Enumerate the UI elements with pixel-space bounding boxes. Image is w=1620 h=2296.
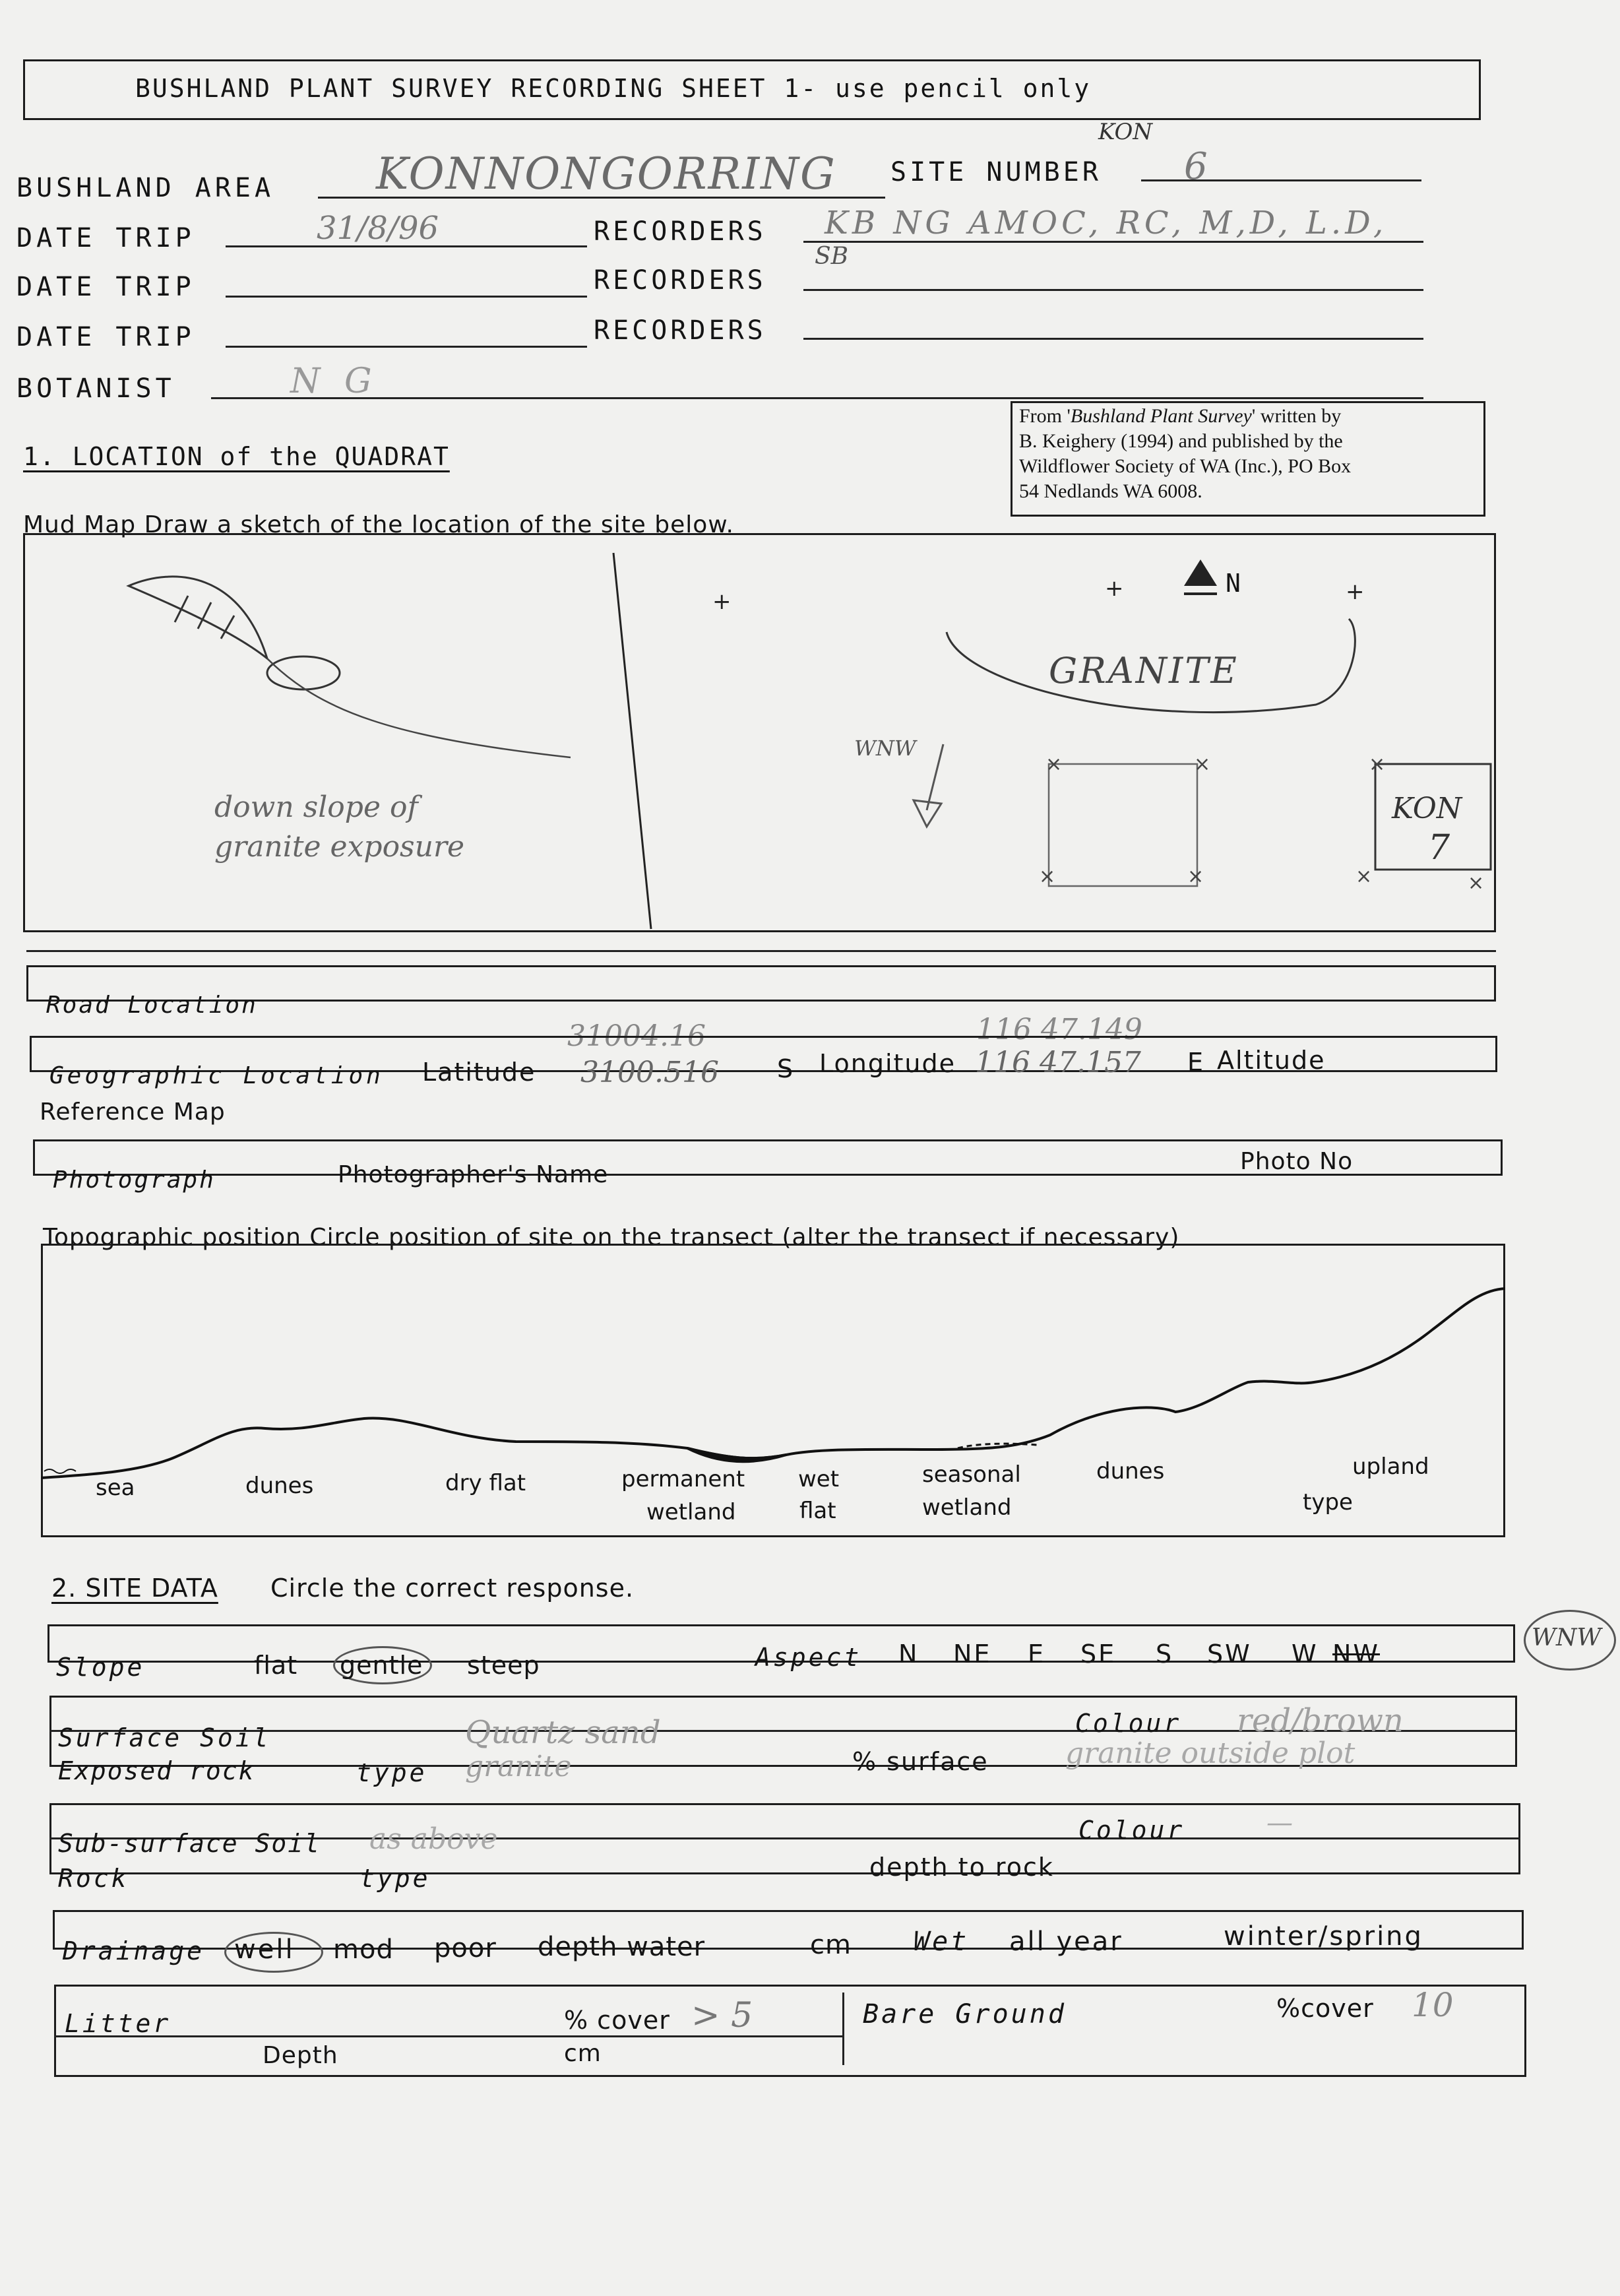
svg-text:+: + bbox=[1346, 579, 1365, 605]
recorders-extra-1: SB bbox=[815, 243, 849, 270]
date-trip-label-3: DATE TRIP bbox=[16, 322, 195, 352]
litter-divider-horizontal bbox=[54, 2035, 844, 2037]
geo-location-label: Geographic Location bbox=[49, 1062, 384, 1089]
date-trip-label-1: DATE TRIP bbox=[16, 223, 195, 253]
photo-no-label: Photo No bbox=[1240, 1148, 1354, 1175]
transect-flat: flat bbox=[799, 1498, 836, 1524]
longitude-e-label: E bbox=[1187, 1048, 1206, 1077]
longitude-label: Longitude bbox=[819, 1049, 956, 1078]
recorders-label-1: RECORDERS bbox=[594, 216, 766, 247]
date-trip-label-2: DATE TRIP bbox=[16, 272, 195, 302]
transect-wetland-1: wetland bbox=[646, 1499, 736, 1525]
topographic-label: Topographic position Circle position of site on the transect (alter the transect if necessary) bbox=[43, 1224, 1180, 1251]
sea-waves bbox=[44, 1469, 76, 1473]
aspect-nw[interactable]: NW bbox=[1332, 1640, 1380, 1669]
transect-dunes-2: dunes bbox=[1096, 1458, 1165, 1484]
aspect-sw[interactable]: SW bbox=[1207, 1640, 1252, 1669]
bare-ground-label: Bare Ground bbox=[863, 1999, 1067, 2029]
exposed-rock-label: Exposed rock bbox=[58, 1756, 255, 1785]
longitude-alt-value: 116 47.149 bbox=[976, 1013, 1142, 1046]
credit-line-4: 54 Nedlands WA 6008. bbox=[1019, 480, 1202, 502]
latitude-s-label: S bbox=[777, 1054, 795, 1083]
surface-soil-value: Quartz sand bbox=[465, 1714, 661, 1751]
drainage-depth-water-label: depth water bbox=[538, 1932, 706, 1962]
rock-type-label: type bbox=[359, 1864, 431, 1893]
latitude-alt-value: 31004.16 bbox=[567, 1019, 706, 1053]
sketch-north-label: N bbox=[1226, 569, 1243, 598]
date-trip-line-2 bbox=[226, 296, 587, 298]
rock-depth-label: depth to rock bbox=[869, 1853, 1054, 1882]
aspect-se[interactable]: SE bbox=[1080, 1640, 1117, 1669]
longitude-value: 116 47.157 bbox=[975, 1046, 1141, 1079]
drainage-label: Drainage bbox=[63, 1936, 205, 1965]
transect-line bbox=[41, 1289, 1505, 1478]
exposed-rock-surface-value: granite outside plot bbox=[1065, 1737, 1355, 1770]
aspect-w[interactable]: W bbox=[1292, 1640, 1319, 1669]
surface-colour-label: Colour bbox=[1075, 1709, 1182, 1738]
svg-text:×: × bbox=[1039, 865, 1056, 888]
transect-upland: upland bbox=[1352, 1453, 1429, 1480]
site-number-line bbox=[1141, 179, 1421, 181]
litter-label: Litter bbox=[65, 2009, 171, 2038]
credit-line-2: B. Keighery (1994) and published by the bbox=[1019, 430, 1343, 452]
recorders-label-3: RECORDERS bbox=[594, 315, 766, 346]
recorders-label-2: RECORDERS bbox=[594, 265, 766, 296]
svg-text:×: × bbox=[1187, 865, 1204, 888]
aspect-ne[interactable]: NE bbox=[953, 1640, 992, 1669]
site-number-label: SITE NUMBER bbox=[890, 157, 1102, 187]
drainage-wet-label: Wet bbox=[914, 1927, 970, 1957]
aspect-s[interactable]: S bbox=[1156, 1640, 1174, 1669]
svg-text:×: × bbox=[1355, 865, 1373, 888]
sketch-left-note-1: down slope of bbox=[214, 790, 418, 824]
photographer-name-label: Photographer's Name bbox=[338, 1161, 609, 1188]
transect-dry-flat: dry flat bbox=[445, 1470, 526, 1496]
latitude-value: 3100.516 bbox=[580, 1056, 719, 1089]
quadrat-6-sketch bbox=[1049, 764, 1197, 886]
recorders-line-3 bbox=[803, 338, 1423, 340]
site-number-value: 6 bbox=[1184, 145, 1208, 188]
drainage-cm-label: cm bbox=[810, 1930, 852, 1960]
litter-divider-vertical bbox=[842, 1993, 844, 2065]
svg-text:×: × bbox=[1045, 753, 1063, 776]
latitude-label: Latitude bbox=[422, 1058, 536, 1087]
svg-text:+: + bbox=[712, 589, 732, 615]
credit-text bbox=[1019, 404, 1351, 504]
photograph-label: Photograph bbox=[53, 1166, 216, 1194]
transect-seasonal: seasonal bbox=[922, 1461, 1021, 1488]
svg-text:×: × bbox=[1369, 753, 1386, 776]
bushland-area-label: BUSHLAND AREA bbox=[16, 173, 275, 203]
date-trip-value-1: 31/8/96 bbox=[317, 210, 439, 247]
transect-permanent: permanent bbox=[621, 1466, 745, 1492]
botanist-label: BOTANIST bbox=[16, 373, 175, 404]
transect-wet: wet bbox=[798, 1466, 840, 1492]
sketch-quadrat-7-line-1: KON bbox=[1392, 792, 1462, 825]
transect-sea: sea bbox=[96, 1475, 135, 1501]
site-ellipse bbox=[267, 656, 340, 689]
subsurface-soil-value: as above bbox=[369, 1822, 498, 1856]
slope-flat[interactable]: flat bbox=[254, 1651, 298, 1680]
svg-text:×: × bbox=[1194, 753, 1211, 776]
site-number-prefix: KON bbox=[1098, 119, 1153, 145]
sketch-direction-label: WNW bbox=[854, 736, 916, 761]
drainage-poor[interactable]: poor bbox=[434, 1933, 497, 1963]
subsurface-soil-label: Sub-surface Soil bbox=[58, 1829, 321, 1858]
slope-steep[interactable]: steep bbox=[467, 1651, 540, 1680]
aspect-e[interactable]: E bbox=[1028, 1640, 1046, 1669]
altitude-label: Altitude bbox=[1217, 1046, 1326, 1075]
mud-map-label: Mud Map Draw a sketch of the location of the site below. bbox=[23, 511, 734, 538]
aspect-note: WNW bbox=[1532, 1624, 1602, 1651]
exposed-rock-type-value: granite bbox=[465, 1750, 572, 1783]
litter-cover-label: % cover bbox=[564, 2006, 670, 2035]
reference-map-label: Reference Map bbox=[40, 1099, 226, 1126]
aspect-n[interactable]: N bbox=[898, 1640, 919, 1669]
slope-gentle[interactable]: gentle bbox=[340, 1651, 423, 1680]
transect-dunes-1: dunes bbox=[245, 1473, 314, 1499]
svg-text:×: × bbox=[1468, 872, 1485, 895]
slope-label: Slope bbox=[56, 1653, 145, 1682]
botanist-value: N G bbox=[290, 362, 379, 401]
granite-outcrop-sketch bbox=[129, 577, 267, 658]
mud-map-bottom-line bbox=[26, 950, 1496, 952]
sketch-left-note-2: granite exposure bbox=[214, 830, 465, 864]
transect-wetland-2: wetland bbox=[922, 1494, 1012, 1521]
litter-cover-value: > 5 bbox=[691, 1996, 753, 2035]
recorders-value-1: KB NG AMOC, RC, M,D, L.D, bbox=[825, 205, 1388, 241]
drainage-winter-spring[interactable]: winter/spring bbox=[1224, 1921, 1423, 1952]
rock-label: Rock bbox=[58, 1864, 129, 1893]
surface-colour-value: red/brown bbox=[1237, 1702, 1404, 1739]
section2-heading: 2. SITE DATA bbox=[51, 1574, 218, 1603]
permanent-wetland-fill bbox=[687, 1448, 786, 1461]
drainage-mod[interactable]: mod bbox=[333, 1934, 394, 1965]
subsurface-colour-value: — bbox=[1266, 1808, 1293, 1838]
botanist-line bbox=[211, 397, 1423, 399]
bushland-area-value: KONNONGORRING bbox=[376, 148, 836, 199]
aspect-label: Aspect bbox=[755, 1643, 862, 1672]
mud-map-sketch bbox=[23, 533, 1496, 932]
litter-depth-label: Depth bbox=[263, 2042, 338, 2069]
sketch-quadrat-7-line-2: 7 bbox=[1428, 828, 1450, 868]
north-arrow-icon bbox=[1184, 559, 1217, 586]
recorders-line-2 bbox=[803, 289, 1423, 291]
exposed-rock-surface-label: % surface bbox=[852, 1747, 989, 1776]
sketch-granite-label: GRANITE bbox=[1049, 650, 1239, 691]
transect-type: type bbox=[1303, 1489, 1353, 1515]
credit-line-3: Wildflower Society of WA (Inc.), PO Box bbox=[1019, 455, 1352, 477]
slope-line bbox=[267, 658, 571, 757]
drainage-well[interactable]: well bbox=[234, 1934, 295, 1965]
drainage-all-year[interactable]: all year bbox=[1009, 1927, 1123, 1957]
date-trip-line-3 bbox=[226, 346, 587, 348]
bare-ground-cover-value: 10 bbox=[1412, 1986, 1454, 2024]
mud-map-divider bbox=[613, 553, 651, 929]
credit-line-1-post: ' written by bbox=[1251, 405, 1342, 427]
svg-text:+: + bbox=[1105, 575, 1124, 602]
exposed-rock-type-label: type bbox=[356, 1758, 427, 1787]
litter-cm-label: cm bbox=[564, 2040, 602, 2067]
section2-instruction: Circle the correct response. bbox=[270, 1574, 635, 1603]
credit-book-title: Bushland Plant Survey bbox=[1070, 405, 1252, 427]
credit-line-1-pre: From ' bbox=[1019, 405, 1071, 427]
credit-line-1 bbox=[1019, 404, 1351, 429]
subsurface-colour-label: Colour bbox=[1078, 1816, 1185, 1845]
sheet-title: BUSHLAND PLANT SURVEY RECORDING SHEET 1- use pencil only bbox=[135, 74, 1092, 103]
surface-soil-label: Surface Soil bbox=[58, 1723, 271, 1752]
section1-heading: 1. LOCATION of the QUADRAT bbox=[23, 442, 450, 471]
wnw-arrow-shaft bbox=[927, 744, 943, 810]
bare-ground-cover-label: %cover bbox=[1276, 1994, 1374, 2023]
road-location-label: Road Location bbox=[46, 992, 258, 1019]
